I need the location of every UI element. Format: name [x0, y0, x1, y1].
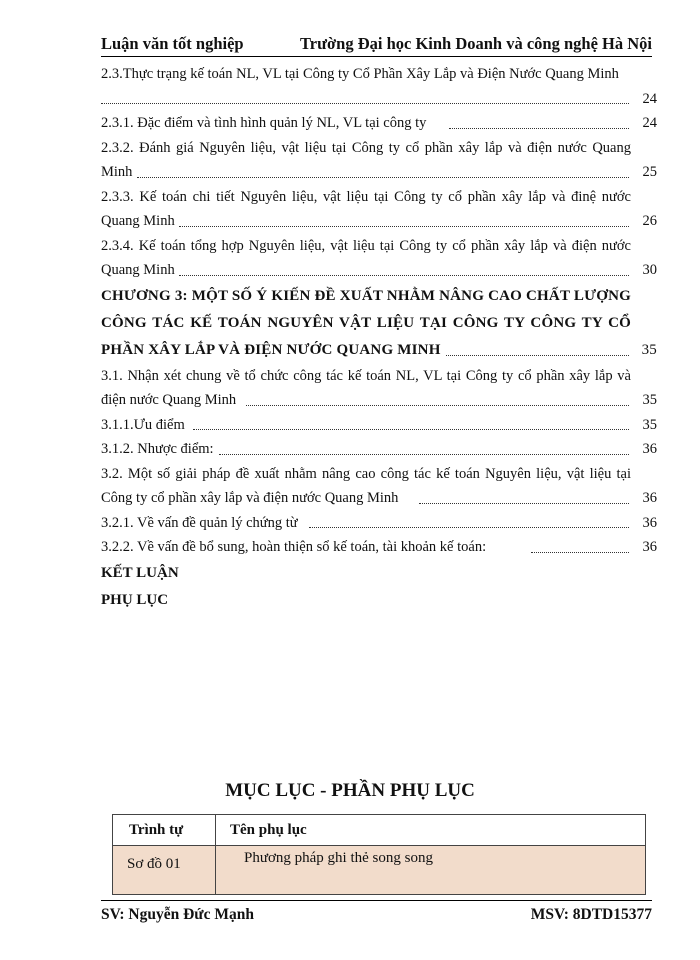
footer-student-name: SV: Nguyễn Đức Mạnh [101, 906, 254, 923]
toc-entry [101, 511, 657, 536]
toc-entry-text: 2.3.Thực trạng kế toán NL, VL tại Công ty Cổ Phần Xây Lắp và Điện Nước Quang Minh [101, 66, 619, 82]
toc-entry [101, 364, 657, 413]
toc-entry-leader-line [101, 511, 657, 536]
table-row [113, 846, 646, 895]
toc-entry [101, 111, 657, 136]
toc-page-number: 35 [642, 392, 657, 408]
toc-entry-text-cont: Quang Minh [101, 213, 175, 229]
table-cell-order: Sơ đồ 01 [113, 846, 216, 895]
dot-leader [531, 552, 629, 553]
toc-entry-text: 2.3.3. Kế toán chi tiết Nguyên liệu, vật liệu tại Công ty cổ phần xây lắp và đinệ nước [101, 188, 631, 205]
toc-entry-text: 3.2.1. Về vấn đề quản lý chứng từ [101, 514, 298, 531]
toc-entry-leader-line [101, 535, 657, 560]
toc-entry-text-cont: Minh [101, 164, 133, 180]
footer-student-id: MSV: 8DTD15377 [530, 906, 652, 923]
toc-entry [101, 462, 657, 511]
toc-entry [101, 62, 657, 111]
dot-leader [137, 177, 629, 178]
dot-leader [246, 405, 629, 406]
toc-entry-leader-line [101, 337, 657, 364]
toc-entry [101, 535, 657, 560]
dot-leader [419, 503, 629, 504]
dot-leader [446, 355, 629, 356]
toc-entry-text-cont: điện nước Quang Minh [101, 392, 237, 408]
toc-page-number: 35 [641, 341, 657, 358]
toc-chapter-entry [101, 283, 657, 364]
toc-page-number: 36 [642, 490, 657, 506]
toc-entry-leader-line [101, 209, 657, 234]
page-footer [101, 900, 652, 929]
toc-entry-leader-line [101, 111, 657, 136]
dot-leader [219, 454, 629, 455]
table-cell-appendix-name: Phương pháp ghi thẻ song song [216, 846, 646, 895]
toc-entry-leader-line [101, 87, 657, 112]
toc-page-number: 26 [642, 213, 657, 229]
toc-entry-text-cont: Công ty cổ phần xây lắp và điện nước Quang Minh [101, 490, 399, 506]
toc-conclusion: KẾT LUẬN [101, 564, 179, 581]
table-of-contents [101, 62, 657, 614]
toc-entry-text: 3.1.1.Ưu điểm [101, 416, 185, 433]
toc-entry [101, 437, 657, 462]
toc-entry-text: 2.3.2. Đánh giá Nguyên liệu, vật liệu tại Công ty cổ phần xây lắp và điện nước Quang [101, 139, 631, 156]
dot-leader [179, 275, 629, 276]
column-header-order: Trình tự [113, 815, 216, 846]
toc-entry-leader-line [101, 437, 657, 462]
toc-entry [101, 234, 657, 283]
toc-page-number: 30 [642, 262, 657, 278]
toc-page-number: 24 [642, 115, 657, 131]
toc-page-number: 36 [642, 539, 657, 555]
toc-entry-leader-line [101, 160, 657, 185]
toc-entry-text: 3.2. Một số giải pháp đề xuất nhằm nâng cao công tác kế toán Nguyên liệu, vật liệu tại [101, 465, 631, 482]
appendix-index-title: MỤC LỤC - PHẦN PHỤ LỤC [225, 780, 475, 801]
chapter-heading-line: PHẦN XÂY LẮP VÀ ĐIỆN NƯỚC QUANG MINH [101, 341, 441, 358]
dot-leader [449, 128, 629, 129]
toc-entry-leader-line [101, 258, 657, 283]
toc-appendix: PHỤ LỤC [101, 591, 169, 608]
toc-entry-leader-line [101, 486, 657, 511]
toc-page-number: 25 [642, 164, 657, 180]
toc-entry-text-cont: Quang Minh [101, 262, 175, 278]
toc-entry [101, 185, 657, 234]
toc-page-number: 35 [642, 416, 657, 433]
chapter-heading-line: CÔNG TÁC KẾ TOÁN NGUYÊN VẬT LIỆU TẠI CÔNG TY CÔNG TY CỔ [101, 314, 631, 331]
dot-leader [309, 527, 629, 528]
header-university: Trường Đại học Kinh Doanh và công nghệ Hà Nội [300, 34, 652, 53]
table-header-row [113, 815, 646, 846]
toc-page-number: 24 [642, 90, 657, 107]
chapter-heading-line: CHƯƠNG 3: MỘT SỐ Ý KIẾN ĐỀ XUẤT NHẰM NÂNG CAO CHẤT LƯỢNG [101, 287, 631, 304]
header-thesis-label: Luận văn tốt nghiệp [101, 34, 244, 53]
dot-leader [179, 226, 629, 227]
toc-entry-text: 3.1. Nhận xét chung về tổ chức công tác kế toán NL, VL tại Công ty cổ phần xây lắp và [101, 367, 631, 384]
toc-entry [101, 413, 657, 438]
toc-entry [101, 136, 657, 185]
dot-leader [193, 429, 629, 430]
appendix-table [112, 814, 646, 895]
column-header-appendix-name: Tên phụ lục [216, 815, 646, 846]
dot-leader [101, 103, 629, 104]
toc-entry-text: 3.1.2. Nhược điểm: [101, 441, 214, 457]
toc-entry-leader-line [101, 413, 657, 438]
toc-page-number: 36 [642, 441, 657, 457]
toc-entry-text: 2.3.1. Đặc điểm và tình hình quản lý NL, VL tại công ty [101, 115, 427, 131]
page-header [101, 30, 652, 57]
toc-page-number: 36 [642, 514, 657, 531]
toc-entry-leader-line [101, 388, 657, 413]
toc-entry-text: 2.3.4. Kế toán tổng hợp Nguyên liệu, vật liệu tại Công ty cổ phần xây lắp và điện nước [101, 237, 631, 254]
toc-entry-text: 3.2.2. Về vấn đề bổ sung, hoàn thiện sổ kế toán, tài khoản kế toán: [101, 539, 487, 555]
